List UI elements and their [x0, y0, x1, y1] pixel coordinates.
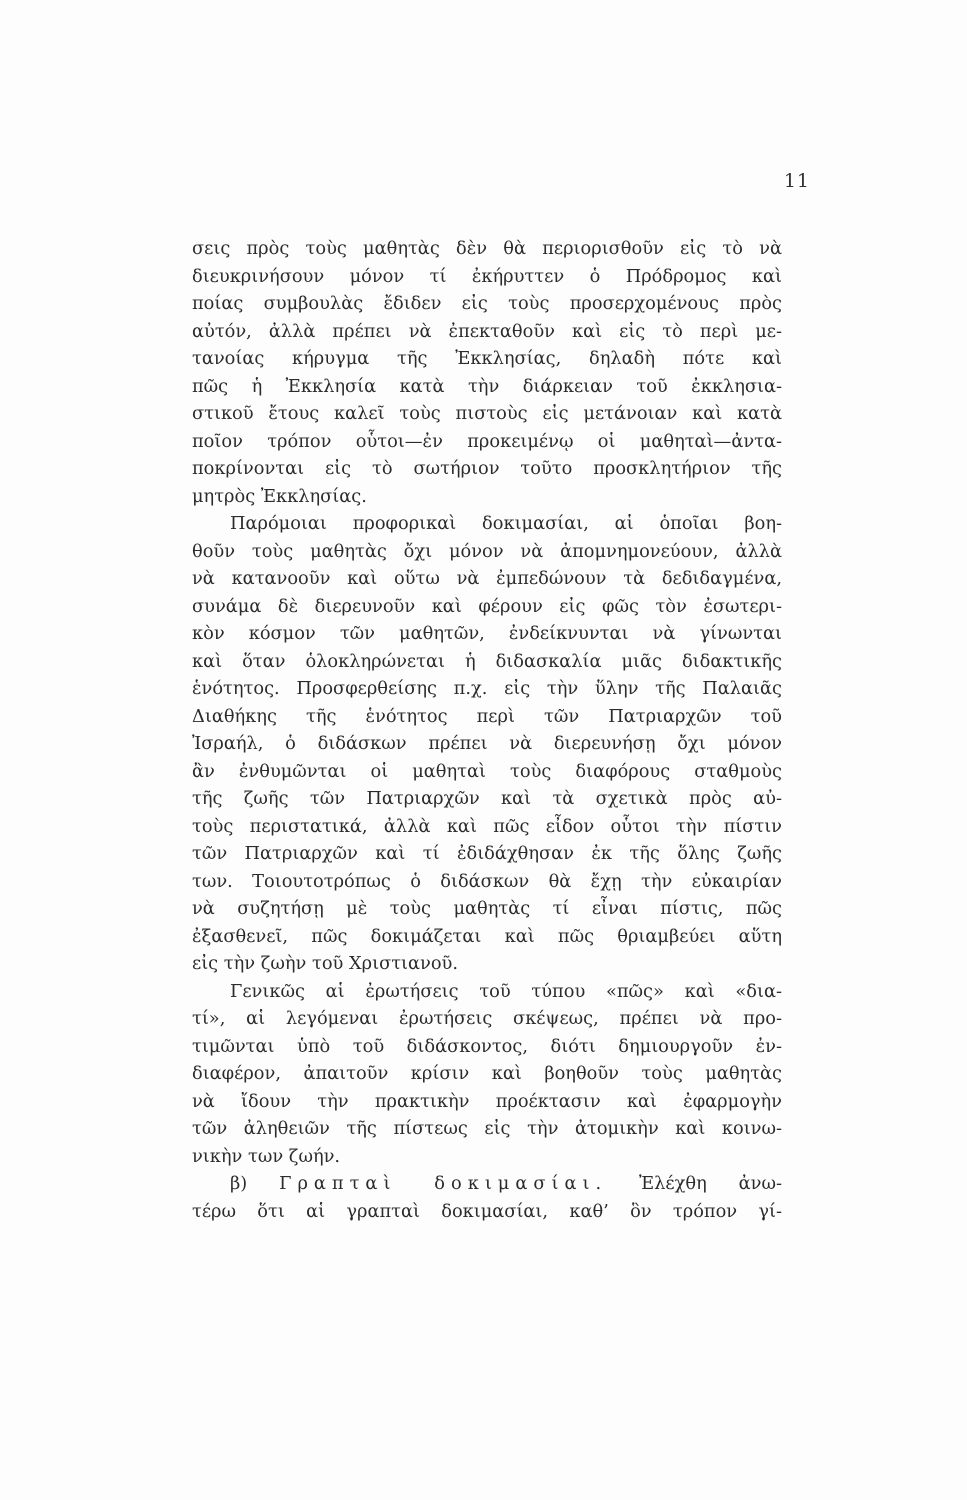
- text-line: διαφέρον, ἀπαιτοῦν κρίσιν καὶ βοηθοῦν τοὺς μαθητὰς: [192, 1063, 782, 1084]
- text-line: θοῦν τοὺς μαθητὰς ὄχι μόνον νὰ ἀπομνημονεύουν, ἀλλὰ: [192, 540, 782, 562]
- text-line: ποκρίνονται εἰς τὸ σωτήριον τοῦτο προσκλητήριον τῆς: [192, 458, 782, 479]
- section-heading-continuation: Ἐλέχθη ἀνω-: [639, 1173, 782, 1194]
- text-line: Διαθήκης τῆς ἑνότητος περὶ τῶν Πατριαρχῶν τοῦ: [192, 705, 782, 727]
- section-heading-line: [192, 1170, 782, 1198]
- text-line: τέρω ὅτι αἱ γραπταὶ δοκιμασίαι, καθ’ ὃν τρόπον γί-: [192, 1200, 782, 1222]
- text-line: μητρὸς Ἐκκλησίας.: [192, 485, 367, 507]
- text-line: κὸν κόσμον τῶν μαθητῶν, ἐνδείκνυνται νὰ γίνωνται: [192, 623, 782, 644]
- text-line: συνάμα δὲ διερευνοῦν καὶ φέρουν εἰς φῶς τὸν ἐσωτερι-: [192, 595, 782, 617]
- text-line: πῶς ἡ Ἐκκλησία κατὰ τὴν διάρκειαν τοῦ ἐκκλησια-: [192, 375, 782, 397]
- text-line: νὰ κατανοοῦν καὶ οὕτω νὰ ἐμπεδώνουν τὰ δεδιδαγμένα,: [192, 568, 782, 589]
- text-line: ἂν ἐνθυμῶνται οἱ μαθηταὶ τοὺς διαφόρους σταθμοὺς: [192, 760, 782, 782]
- text-line: τῆς ζωῆς τῶν Πατριαρχῶν καὶ τὰ σχετικὰ πρὸς αὐ-: [192, 788, 782, 809]
- text-line: Γενικῶς αἱ ἐρωτήσεις τοῦ τύπου «πῶς» καὶ «δια-: [230, 980, 782, 1002]
- text-line: τῶν ἀληθειῶν τῆς πίστεως εἰς τὴν ἀτομικὴν καὶ κοινω-: [192, 1118, 782, 1139]
- text-line: ἐξασθενεῖ, πῶς δοκιμάζεται καὶ πῶς θριαμβεύει αὕτη: [192, 925, 782, 947]
- section-marker: β): [230, 1173, 248, 1194]
- body-text: [192, 235, 782, 1225]
- text-line: διευκρινήσουν μόνον τί ἐκήρυττεν ὁ Πρόδρομος καὶ: [192, 265, 782, 287]
- text-line: νὰ ἴδουν τὴν πρακτικὴν προέκτασιν καὶ ἐφαρμογὴν: [192, 1090, 782, 1112]
- text-line: ἑνότητος. Προσφερθείσης π.χ. εἰς τὴν ὕλην τῆς Παλαιᾶς: [192, 678, 782, 699]
- text-line: νὰ συζητήσῃ μὲ τοὺς μαθητὰς τί εἶναι πίστις, πῶς: [192, 898, 782, 919]
- text-line: Παρόμοιαι προφορικαὶ δοκιμασίαι, αἱ ὁποῖαι βοη-: [230, 513, 782, 534]
- text-line: ποῖον τρόπον οὗτοι—ἐν προκειμένῳ οἱ μαθηταὶ—ἀντα-: [192, 430, 782, 452]
- text-line: τοὺς περιστατικά, ἀλλὰ καὶ πῶς εἶδον οὗτοι τὴν πίστιν: [192, 815, 782, 837]
- page-number: 11: [783, 170, 810, 192]
- text-line: Ἰσραήλ, ὁ διδάσκων πρέπει νὰ διερευνήσῃ ὄχι μόνον: [192, 733, 782, 754]
- text-line: ποίας συμβουλὰς ἔδιδεν εἰς τοὺς προσερχομένους πρὸς: [192, 293, 782, 314]
- text-line: σεις πρὸς τοὺς μαθητὰς δὲν θὰ περιορισθοῦν εἰς τὸ νὰ: [192, 238, 782, 259]
- text-line: καὶ ὅταν ὁλοκληρώνεται ἡ διδασκαλία μιᾶς διδακτικῆς: [192, 650, 782, 672]
- text-line: τανοίας κήρυγμα τῆς Ἐκκλησίας, δηλαδὴ πότε καὶ: [192, 348, 782, 369]
- text-line: των. Τοιουτοτρόπως ὁ διδάσκων θὰ ἔχῃ τὴν εὐκαιρίαν: [192, 870, 782, 892]
- text-line: τί», αἱ λεγόμεναι ἐρωτήσεις σκέψεως, πρέπει νὰ προ-: [192, 1008, 782, 1029]
- text-line: αὐτόν, ἀλλὰ πρέπει νὰ ἐπεκταθοῦν καὶ εἰς τὸ περὶ με-: [192, 320, 782, 342]
- section-heading: Γραπταὶ δοκιμασίαι.: [279, 1173, 608, 1194]
- text-line: εἰς τὴν ζωὴν τοῦ Χριστιανοῦ.: [192, 953, 459, 974]
- text-line: στικοῦ ἔτους καλεῖ τοὺς πιστοὺς εἰς μετάνοιαν καὶ κατὰ: [192, 403, 782, 424]
- text-line: τῶν Πατριαρχῶν καὶ τί ἐδιδάχθησαν ἐκ τῆς ὅλης ζωῆς: [192, 843, 782, 864]
- text-line: τιμῶνται ὑπὸ τοῦ διδάσκοντος, διότι δημιουργοῦν ἐν-: [192, 1035, 782, 1057]
- text-line: νικὴν των ζωήν.: [192, 1145, 341, 1167]
